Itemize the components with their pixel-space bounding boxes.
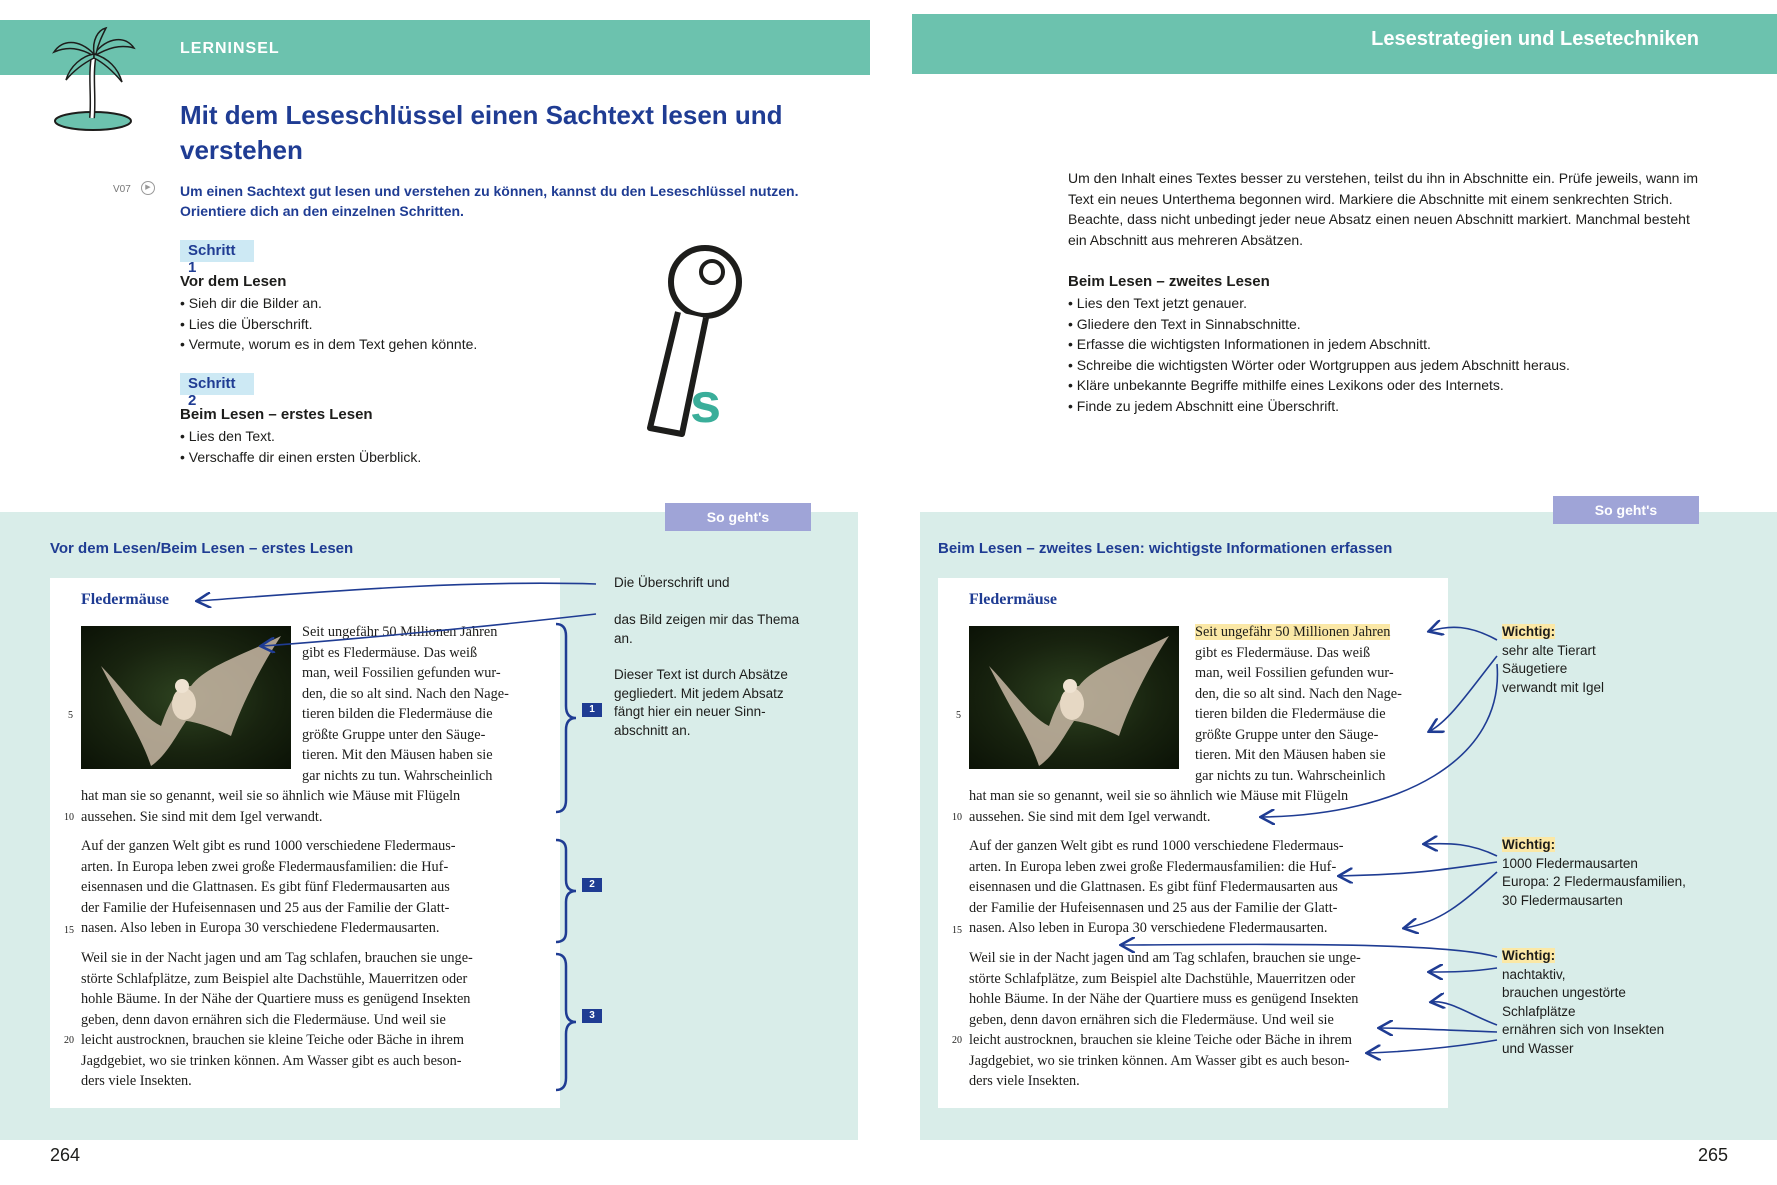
text-para1-full-right <box>969 786 1348 827</box>
note-line: Säugetiere <box>1502 661 1568 676</box>
text-line: tieren bilden die Fledermäuse die <box>1195 706 1386 722</box>
text-line: Weil sie in der Nacht jagen und am Tag schlafen, brauchen sie unge- <box>81 950 473 966</box>
text-line: aussehen. Sie sind mit dem Igel verwandt. <box>81 808 323 825</box>
text-line: der Familie der Hufeisennasen und 25 aus der Familie der Glatt- <box>81 899 450 916</box>
page-number-left: 264 <box>50 1145 81 1165</box>
text-line: gar nichts zu tun. Wahrscheinlich <box>1195 767 1386 784</box>
line-number: 20 <box>952 1035 962 1046</box>
reading-key-icon <box>640 240 750 440</box>
step1-item: • Vermute, worum es in dem Text gehen könnte. <box>180 334 477 355</box>
step2-item: • Verschaffe dir einen ersten Überblick. <box>180 447 421 468</box>
chapter-label: Lesestrategien und Lesetechniken <box>1371 28 1699 50</box>
text-line: Jagdgebiet, wo sie trinken können. Am Wasser gibt es auch beson- <box>969 1052 1350 1069</box>
page-number-right: 265 <box>1698 1145 1729 1165</box>
line-number: 15 <box>952 925 962 936</box>
text-line: gar nichts zu tun. Wahrscheinlich <box>302 767 493 784</box>
page-title: Mit dem Leseschlüssel einen Sachtext lesen und verstehen <box>180 100 783 165</box>
important-note-3 <box>1502 947 1722 1058</box>
text-line: größte Gruppe unter den Säuge- <box>1195 726 1379 743</box>
step1-list <box>180 293 477 355</box>
text-line: hohle Bäume. In der Nähe der Quartiere muss es genügend Insekten <box>969 991 1359 1007</box>
text-para1-full-left <box>81 786 460 827</box>
line-number: 10 <box>952 812 962 823</box>
text-line: größte Gruppe unter den Säuge- <box>302 726 486 743</box>
note-line: und Wasser <box>1502 1040 1574 1056</box>
text-line: aussehen. Sie sind mit dem Igel verwandt. <box>969 808 1211 825</box>
note-line: brauchen ungestörte <box>1502 985 1626 1000</box>
text-line: Seit ungefähr 50 Millionen Jahren <box>1195 624 1391 640</box>
step3-item: • Schreibe die wichtigsten Wörter oder Wortgruppen aus jedem Abschnitt heraus. <box>1068 355 1570 376</box>
step1-item: • Lies die Überschrift. <box>180 314 477 335</box>
line-number: 10 <box>64 812 74 823</box>
note-line: sehr alte Tierart <box>1502 642 1596 658</box>
text-title-right: Fledermäuse <box>969 591 1057 608</box>
text-line: Weil sie in der Nacht jagen und am Tag schlafen, brauchen sie unge- <box>969 950 1361 966</box>
text-line: Auf der ganzen Welt gibt es rund 1000 verschiedene Fledermaus- <box>81 838 456 854</box>
step3-item: • Gliedere den Text in Sinnabschnitte. <box>1068 314 1570 335</box>
intro-text: Um einen Sachtext gut lesen und verstehen zu können, kannst du den Leseschlüssel nutzen. Orientiere dich an den einzelnen Schritten. <box>180 183 799 219</box>
section-heading-left: Vor dem Lesen/Beim Lesen – erstes Lesen <box>50 540 354 557</box>
annotation-heading: Die Überschrift und <box>614 575 730 590</box>
video-code: V07 <box>113 184 131 195</box>
lerninsel-label: LERNINSEL <box>180 40 280 57</box>
line-number: 5 <box>68 710 73 721</box>
important-label: Wichtig: <box>1502 948 1556 963</box>
so-gehts-badge-left: So geht's <box>665 503 811 531</box>
text-line: man, weil Fossilien gefunden wur- <box>1195 665 1394 681</box>
section-badge-3: 3 <box>582 1009 602 1023</box>
step2-label: Schritt 2 <box>180 373 254 395</box>
section-badge-2: 2 <box>582 878 602 892</box>
text-line: Jagdgebiet, wo sie trinken können. Am Wasser gibt es auch beson- <box>81 1052 462 1069</box>
step1-heading: Vor dem Lesen <box>180 273 287 290</box>
text-line: nasen. Also leben in Europa 30 verschiedene Fledermausarten. <box>969 920 1328 936</box>
text-line: geben, denn davon ernähren sich die Fledermäuse. Und weil sie <box>969 1011 1334 1028</box>
step2-item: • Lies den Text. <box>180 426 421 447</box>
important-note-2 <box>1502 836 1722 910</box>
annotation-image: das Bild zeigen mir das Thema an. <box>614 612 800 646</box>
note-line: ernähren sich von Insekten <box>1502 1022 1665 1037</box>
step3-heading: Beim Lesen – zweites Lesen <box>1068 273 1270 290</box>
text-line: störte Schlafplätze, zum Beispiel alte Dachstühle, Mauerritzen oder <box>969 970 1356 987</box>
note-line: nachtaktiv, <box>1502 966 1566 982</box>
text-para3-left <box>81 948 473 1092</box>
step1-item: • Sieh dir die Bilder an. <box>180 293 477 314</box>
text-line: den, die so alt sind. Nach den Nage- <box>1195 685 1402 702</box>
annotation-paragraphs: Dieser Text ist durch Absätze gegliedert. Mit jedem Absatz fängt hier ein neuer Sinn-abschnitt an. <box>614 667 788 738</box>
text-line: nasen. Also leben in Europa 30 verschiedene Fledermausarten. <box>81 920 440 936</box>
text-line: eisennasen und die Glattnasen. Es gibt fünf Fledermausarten aus <box>969 879 1338 895</box>
note-line: Europa: 2 Fledermausfamilien, <box>1502 874 1686 889</box>
important-label: Wichtig: <box>1502 624 1556 639</box>
step2-list <box>180 426 421 467</box>
bat-photo-right <box>969 626 1179 769</box>
section-heading-right: Beim Lesen – zweites Lesen: wichtigste Informationen erfassen <box>938 540 1393 557</box>
note-line: 30 Fledermausarten <box>1502 892 1623 908</box>
text-para3-right <box>969 948 1361 1092</box>
step3-item: • Lies den Text jetzt genauer. <box>1068 293 1570 314</box>
text-line: hohle Bäume. In der Nähe der Quartiere muss es genügend Insekten <box>81 991 471 1007</box>
line-number: 20 <box>64 1035 74 1046</box>
line-number: 5 <box>956 710 961 721</box>
note-line: 1000 Fledermausarten <box>1502 855 1638 871</box>
important-label: Wichtig: <box>1502 837 1556 852</box>
palm-island-icon <box>48 26 138 131</box>
step3-item: • Erfasse die wichtigsten Informationen in jedem Abschnitt. <box>1068 334 1570 355</box>
line-number: 15 <box>64 925 74 936</box>
brace-section-3 <box>552 952 582 1092</box>
text-line: Seit ungefähr 50 Millionen Jahren <box>302 624 498 640</box>
text-line: hat man sie so genannt, weil sie so ähnlich wie Mäuse mit Flügeln <box>969 788 1349 804</box>
so-gehts-badge-right: So geht's <box>1553 496 1699 524</box>
text-line: man, weil Fossilien gefunden wur- <box>302 665 501 681</box>
text-line: ders viele Insekten. <box>81 1073 192 1089</box>
text-line: gibt es Fledermäuse. Das weiß <box>1195 644 1371 661</box>
right-intro-text: Um den Inhalt eines Textes besser zu verstehen, teilst du ihn in Abschnitte ein. Prüfe jeweils, wann im Text ein neues Unterthema begonnen wird. Markiere die Abschnitte mit einem senkrechten Strich. Beachte, dass nicht unbedingt jeder neue Absatz einen neuen Abschnitt markiert. Manchmal besteht ein Abschnitt aus mehreren Absätzen. <box>1068 170 1699 248</box>
step3-item: • Kläre unbekannte Begriffe mithilfe eines Lexikons oder des Internets. <box>1068 375 1570 396</box>
text-line: störte Schlafplätze, zum Beispiel alte Dachstühle, Mauerritzen oder <box>81 970 468 987</box>
step3-list <box>1068 293 1570 416</box>
text-line: geben, denn davon ernähren sich die Fledermäuse. Und weil sie <box>81 1011 446 1028</box>
step3-item: • Finde zu jedem Abschnitt eine Überschrift. <box>1068 396 1570 417</box>
text-para1-wrap-right <box>1195 622 1402 786</box>
text-line: tieren. Mit den Mäusen haben sie <box>302 747 493 763</box>
text-title-left: Fledermäuse <box>81 591 169 608</box>
text-line: Auf der ganzen Welt gibt es rund 1000 verschiedene Fledermaus- <box>969 838 1344 854</box>
text-para2-left <box>81 836 456 939</box>
section-badge-1: 1 <box>582 703 602 717</box>
video-play-icon[interactable]: ▶ <box>141 181 155 195</box>
brace-section-2 <box>552 838 582 944</box>
text-line: den, die so alt sind. Nach den Nage- <box>302 685 509 702</box>
text-line: tieren. Mit den Mäusen haben sie <box>1195 747 1386 763</box>
step1-label: Schritt 1 <box>180 240 254 262</box>
brace-section-1 <box>552 622 582 814</box>
text-line: gibt es Fledermäuse. Das weiß <box>302 644 478 661</box>
text-line: leicht austrocknen, brauchen sie kleine Teiche oder Bäche in ihrem <box>969 1032 1353 1048</box>
text-line: tieren bilden die Fledermäuse die <box>302 706 493 722</box>
text-line: eisennasen und die Glattnasen. Es gibt fünf Fledermausarten aus <box>81 879 450 895</box>
important-note-1 <box>1502 623 1702 697</box>
text-para1-wrap-left <box>302 622 509 786</box>
note-line: verwandt mit Igel <box>1502 679 1605 695</box>
svg-text:s: s <box>690 371 722 434</box>
note-line: Schlafplätze <box>1502 1003 1576 1019</box>
text-line: leicht austrocknen, brauchen sie kleine Teiche oder Bäche in ihrem <box>81 1032 465 1048</box>
text-line: arten. In Europa leben zwei große Fledermausfamilien: die Huf- <box>81 858 449 875</box>
text-line: der Familie der Hufeisennasen und 25 aus der Familie der Glatt- <box>969 899 1338 916</box>
text-line: hat man sie so genannt, weil sie so ähnlich wie Mäuse mit Flügeln <box>81 788 461 804</box>
text-line: arten. In Europa leben zwei große Fledermausfamilien: die Huf- <box>969 858 1337 875</box>
text-line: ders viele Insekten. <box>969 1073 1080 1089</box>
bat-photo-left <box>81 626 291 769</box>
step2-heading: Beim Lesen – erstes Lesen <box>180 406 373 423</box>
text-para2-right <box>969 836 1344 939</box>
